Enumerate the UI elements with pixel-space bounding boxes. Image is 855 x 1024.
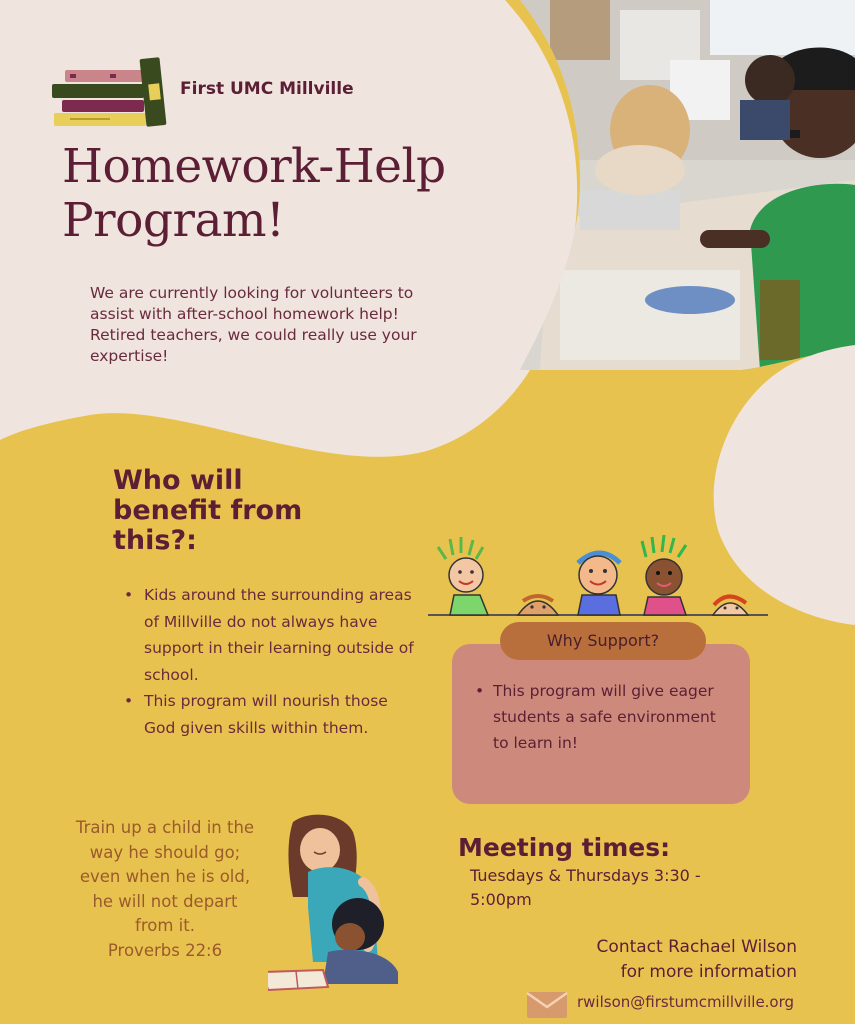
- meeting-line-2: 5:00pm: [470, 890, 532, 909]
- quote-line: way he should go;: [89, 842, 241, 862]
- list-item: • This program will nourish those God given skills within them.: [124, 688, 414, 741]
- meeting-times: [470, 864, 770, 912]
- meeting-line-1: Tuesdays & Thursdays 3:30 -: [470, 866, 701, 885]
- meeting-heading: Meeting times:: [458, 833, 671, 862]
- quote-line: even when he is old,: [79, 867, 251, 886]
- title-line-1: Homework-Help: [62, 139, 446, 194]
- quote-line: Train up a child in the: [75, 818, 255, 837]
- contact-email[interactable]: rwilson@firstumcmillville.org: [577, 993, 795, 1011]
- envelope-icon: [526, 991, 568, 1019]
- contact-line-1: Contact Rachael Wilson: [596, 937, 797, 957]
- quote-reference: Proverbs 22:6: [107, 940, 223, 960]
- kids-illustration: [428, 535, 768, 625]
- teacher-child-illustration: [268, 812, 408, 992]
- bible-quote: [40, 816, 290, 963]
- intro-text: We are currently looking for volunteers to assist with after-school homework help! Retired teachers, we could really use your expertise!: [90, 284, 417, 365]
- list-item: • Kids around the surrounding areas of Millville do not always have support in their learning outside of school.: [124, 582, 414, 688]
- classroom-photo: [520, 0, 855, 370]
- title-line-2: Program!: [62, 193, 285, 248]
- contact-info: [520, 935, 797, 985]
- quote-line: he will not depart: [92, 891, 238, 911]
- quote-line: from it.: [135, 916, 195, 935]
- contact-line-2: for more information: [620, 962, 797, 982]
- org-name: First UMC Millville: [180, 79, 354, 99]
- why-support-label: Why Support?: [500, 622, 706, 660]
- books-logo-icon: [50, 56, 175, 128]
- benefit-heading: Who will benefit from this?:: [113, 465, 303, 556]
- benefit-list: [124, 582, 414, 741]
- why-support-list: [475, 678, 735, 756]
- page-title: [62, 140, 522, 248]
- list-item: • This program will give eager students a safe environment to learn in!: [475, 678, 735, 756]
